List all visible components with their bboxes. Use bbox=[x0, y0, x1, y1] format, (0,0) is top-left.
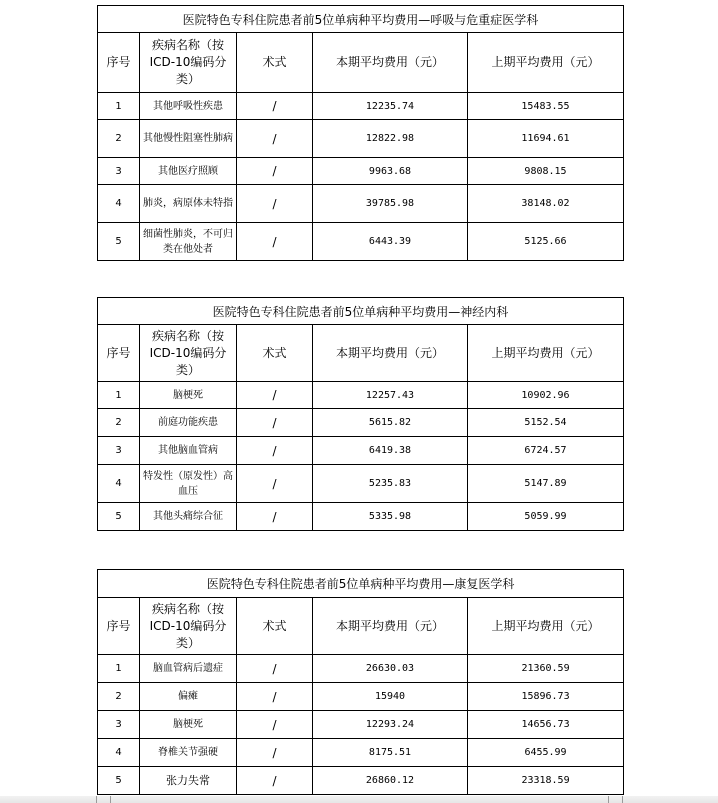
table-row bbox=[98, 223, 624, 261]
ruler-tick bbox=[608, 796, 609, 803]
header-disease: 疾病名称（按ICD-10编码分类） bbox=[140, 33, 237, 93]
header-no: 序号 bbox=[98, 33, 140, 93]
table-row bbox=[98, 655, 624, 683]
row-procedure: / bbox=[237, 655, 313, 683]
row-no: 5 bbox=[98, 767, 140, 795]
row-disease: 肺炎，病原体未特指 bbox=[140, 185, 237, 223]
row-current-cost: 12822.98 bbox=[313, 120, 468, 158]
row-previous-cost: 5147.89 bbox=[468, 465, 624, 503]
row-no: 3 bbox=[98, 711, 140, 739]
row-procedure: / bbox=[237, 503, 313, 531]
header-disease: 疾病名称（按ICD-10编码分类） bbox=[140, 325, 237, 382]
row-disease: 前庭功能疾患 bbox=[140, 409, 237, 437]
row-current-cost: 5615.82 bbox=[313, 409, 468, 437]
cost-table-neurology bbox=[97, 297, 624, 531]
header-no: 序号 bbox=[98, 598, 140, 655]
table-row bbox=[98, 158, 624, 185]
row-procedure: / bbox=[237, 767, 313, 795]
table-title: 医院特色专科住院患者前5位单病种平均费用—呼吸与危重症医学科 bbox=[98, 6, 624, 33]
row-no: 1 bbox=[98, 382, 140, 409]
row-no: 1 bbox=[98, 655, 140, 683]
ruler-tick bbox=[622, 796, 623, 803]
ruler-tick bbox=[96, 796, 97, 803]
row-disease: 张力失常 bbox=[140, 767, 237, 795]
header-no: 序号 bbox=[98, 325, 140, 382]
table-row bbox=[98, 767, 624, 795]
table-row bbox=[98, 503, 624, 531]
header-current-cost: 本期平均费用（元） bbox=[313, 598, 468, 655]
table-row bbox=[98, 465, 624, 503]
header-previous-cost: 上期平均费用（元） bbox=[468, 598, 624, 655]
table-row bbox=[98, 711, 624, 739]
row-current-cost: 15940 bbox=[313, 683, 468, 711]
row-no: 3 bbox=[98, 158, 140, 185]
row-procedure: / bbox=[237, 223, 313, 261]
header-procedure: 术式 bbox=[237, 33, 313, 93]
row-current-cost: 39785.98 bbox=[313, 185, 468, 223]
table-row bbox=[98, 409, 624, 437]
row-disease: 脊椎关节强硬 bbox=[140, 739, 237, 767]
row-disease: 其他呼吸性疾患 bbox=[140, 93, 237, 120]
row-current-cost: 5235.83 bbox=[313, 465, 468, 503]
row-no: 4 bbox=[98, 185, 140, 223]
row-previous-cost: 21360.59 bbox=[468, 655, 624, 683]
row-procedure: / bbox=[237, 437, 313, 465]
table-header-row bbox=[98, 598, 624, 655]
row-disease: 细菌性肺炎，不可归类在他处者 bbox=[140, 223, 237, 261]
table-row bbox=[98, 185, 624, 223]
row-current-cost: 9963.68 bbox=[313, 158, 468, 185]
row-disease: 其他脑血管病 bbox=[140, 437, 237, 465]
header-previous-cost: 上期平均费用（元） bbox=[468, 325, 624, 382]
row-previous-cost: 5125.66 bbox=[468, 223, 624, 261]
row-procedure: / bbox=[237, 465, 313, 503]
row-current-cost: 6443.39 bbox=[313, 223, 468, 261]
page-bottom-edge bbox=[0, 796, 718, 803]
row-no: 3 bbox=[98, 437, 140, 465]
row-current-cost: 8175.51 bbox=[313, 739, 468, 767]
row-current-cost: 12235.74 bbox=[313, 93, 468, 120]
row-no: 5 bbox=[98, 223, 140, 261]
row-no: 5 bbox=[98, 503, 140, 531]
table-title: 医院特色专科住院患者前5位单病种平均费用—神经内科 bbox=[98, 298, 624, 325]
row-disease: 其他医疗照顾 bbox=[140, 158, 237, 185]
row-previous-cost: 14656.73 bbox=[468, 711, 624, 739]
row-previous-cost: 5152.54 bbox=[468, 409, 624, 437]
header-procedure: 术式 bbox=[237, 325, 313, 382]
table-row bbox=[98, 437, 624, 465]
row-previous-cost: 5059.99 bbox=[468, 503, 624, 531]
ruler-tick bbox=[110, 796, 111, 803]
row-procedure: / bbox=[237, 158, 313, 185]
header-previous-cost: 上期平均费用（元） bbox=[468, 33, 624, 93]
header-procedure: 术式 bbox=[237, 598, 313, 655]
row-no: 4 bbox=[98, 465, 140, 503]
row-previous-cost: 23318.59 bbox=[468, 767, 624, 795]
row-disease: 脑梗死 bbox=[140, 711, 237, 739]
table-row bbox=[98, 739, 624, 767]
table-row bbox=[98, 382, 624, 409]
row-procedure: / bbox=[237, 120, 313, 158]
row-current-cost: 12257.43 bbox=[313, 382, 468, 409]
row-procedure: / bbox=[237, 711, 313, 739]
table-row bbox=[98, 93, 624, 120]
row-current-cost: 26860.12 bbox=[313, 767, 468, 795]
row-disease: 其他慢性阻塞性肺病 bbox=[140, 120, 237, 158]
row-disease: 特发性（原发性）高血压 bbox=[140, 465, 237, 503]
row-procedure: / bbox=[237, 409, 313, 437]
row-procedure: / bbox=[237, 93, 313, 120]
row-no: 1 bbox=[98, 93, 140, 120]
table-header-row bbox=[98, 325, 624, 382]
table-row bbox=[98, 120, 624, 158]
cost-table-rehabilitation bbox=[97, 569, 624, 795]
row-disease: 偏瘫 bbox=[140, 683, 237, 711]
row-current-cost: 6419.38 bbox=[313, 437, 468, 465]
row-current-cost: 12293.24 bbox=[313, 711, 468, 739]
table-header-row bbox=[98, 33, 624, 93]
row-disease: 脑梗死 bbox=[140, 382, 237, 409]
row-previous-cost: 6724.57 bbox=[468, 437, 624, 465]
row-previous-cost: 6455.99 bbox=[468, 739, 624, 767]
row-no: 2 bbox=[98, 120, 140, 158]
header-current-cost: 本期平均费用（元） bbox=[313, 33, 468, 93]
row-previous-cost: 38148.02 bbox=[468, 185, 624, 223]
row-no: 2 bbox=[98, 683, 140, 711]
header-disease: 疾病名称（按ICD-10编码分类） bbox=[140, 598, 237, 655]
row-procedure: / bbox=[237, 185, 313, 223]
row-procedure: / bbox=[237, 683, 313, 711]
row-previous-cost: 9808.15 bbox=[468, 158, 624, 185]
row-no: 2 bbox=[98, 409, 140, 437]
row-disease: 脑血管病后遗症 bbox=[140, 655, 237, 683]
row-current-cost: 26630.03 bbox=[313, 655, 468, 683]
row-previous-cost: 15483.55 bbox=[468, 93, 624, 120]
row-previous-cost: 10902.96 bbox=[468, 382, 624, 409]
row-procedure: / bbox=[237, 739, 313, 767]
row-previous-cost: 11694.61 bbox=[468, 120, 624, 158]
cost-table-respiratory bbox=[97, 5, 624, 261]
table-title: 医院特色专科住院患者前5位单病种平均费用—康复医学科 bbox=[98, 570, 624, 598]
table-row bbox=[98, 683, 624, 711]
row-current-cost: 5335.98 bbox=[313, 503, 468, 531]
header-current-cost: 本期平均费用（元） bbox=[313, 325, 468, 382]
row-no: 4 bbox=[98, 739, 140, 767]
row-procedure: / bbox=[237, 382, 313, 409]
row-disease: 其他头痛综合征 bbox=[140, 503, 237, 531]
row-previous-cost: 15896.73 bbox=[468, 683, 624, 711]
